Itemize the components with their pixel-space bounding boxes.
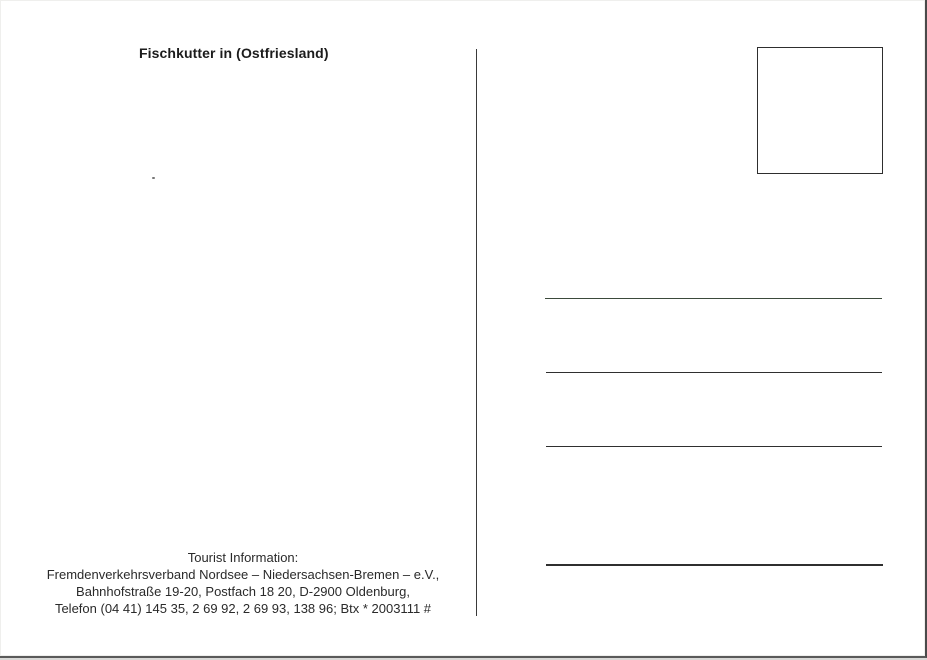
stamp-box	[757, 47, 883, 174]
print-speck	[152, 177, 155, 179]
publisher-line-3: Telefon (04 41) 145 35, 2 69 92, 2 69 93, 138 96; Btx * 2003111 #	[54, 601, 432, 616]
center-divider	[476, 49, 477, 616]
publisher-line-1: Fremdenverkehrsverband Nordsee – Niedersachsen-Bremen – e.V.,	[46, 567, 440, 582]
publisher-heading: Tourist Information:	[187, 550, 299, 565]
address-line-1	[545, 298, 882, 299]
publisher-info	[18, 549, 468, 617]
address-line-3	[546, 446, 882, 447]
address-line-2	[546, 372, 882, 373]
address-line-4	[546, 564, 883, 566]
postcard-caption: Fischkutter in (Ostfriesland)	[139, 45, 329, 61]
publisher-line-2: Bahnhofstraße 19-20, Postfach 18 20, D-2900 Oldenburg,	[76, 584, 410, 599]
